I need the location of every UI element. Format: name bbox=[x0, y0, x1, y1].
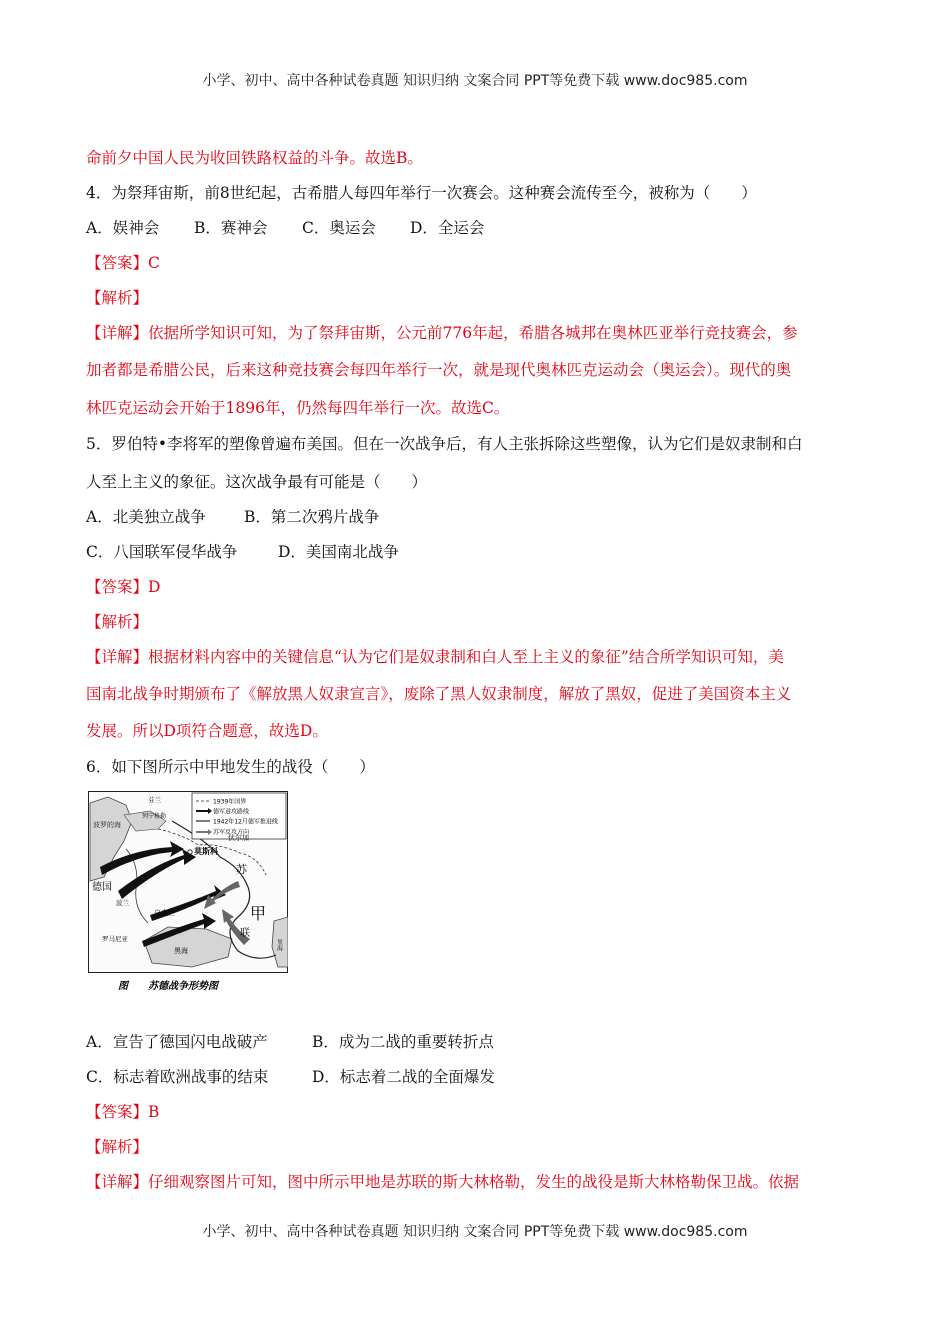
q4-option-b: B．赛神会 bbox=[194, 219, 268, 237]
q6-option-c: C．标志着欧洲战事的结束 bbox=[86, 1068, 269, 1086]
map-label-moscow: 莫斯科 bbox=[194, 847, 218, 856]
q4-options bbox=[86, 216, 868, 238]
map-label-baltic-sea bbox=[93, 820, 121, 829]
q5-options-row-2 bbox=[86, 540, 868, 562]
q6-option-a: A．宣告了德国闪电战破产 bbox=[86, 1033, 268, 1051]
map-label-su: 苏 bbox=[236, 863, 247, 876]
svg-text:波罗的海: 波罗的海 bbox=[93, 821, 121, 829]
q6-option-d: D．标志着二战的全面爆发 bbox=[312, 1068, 495, 1086]
map-label-leningrad: 列宁格勒 bbox=[142, 813, 167, 820]
q4-option-a: A．娱神会 bbox=[86, 219, 160, 237]
q5-options-row-1 bbox=[86, 505, 868, 527]
q6-analysis-heading: 【解析】 bbox=[86, 1138, 149, 1156]
soviet-german-war-map bbox=[88, 791, 288, 998]
map-label-romania: 罗马尼亚 bbox=[102, 935, 128, 943]
q5-option-b: B．第二次鸦片战争 bbox=[244, 508, 380, 526]
map-label-caspian-sea: 里海 bbox=[275, 939, 283, 951]
map-caption: 图 苏德战争形势图 bbox=[118, 981, 218, 992]
map-label-black-sea: 黑海 bbox=[174, 947, 188, 955]
legend-item-4: 苏军反攻方向 bbox=[213, 829, 250, 836]
q4-stem: 4．为祭拜宙斯，前8世纪起，古希腊人每四年举行一次赛会。这种赛会流传至今，被称为（ ） bbox=[86, 184, 757, 202]
carryover-text: 命前夕中国人民为收回铁路权益的斗争。故选B。 bbox=[86, 149, 423, 167]
q5-detail-line-3: 发展。所以D项符合题意，故选D。 bbox=[86, 722, 328, 740]
q6-answer: 【答案】B bbox=[86, 1103, 160, 1121]
q4-option-c: C．奥运会 bbox=[302, 219, 376, 237]
q5-detail-line-2: 国南北战争时期颁布了《解放黑人奴隶宣言》，废除了黑人奴隶制度，解放了黑奴，促进了美国资本主义 bbox=[86, 685, 792, 703]
map-label-jia: 甲 bbox=[250, 904, 267, 923]
q4-option-d: D．全运会 bbox=[410, 219, 485, 237]
q5-option-c: C．八国联军侵华战争 bbox=[86, 543, 238, 561]
q4-detail-line-1: 【详解】依据所学知识可知，为了祭拜宙斯，公元前776年起，希腊各城邦在奥林匹亚举行竞技赛会，参 bbox=[86, 324, 798, 342]
map-label-poland: 波兰 bbox=[116, 899, 129, 907]
map-label-volga: 伏尔加 bbox=[228, 834, 249, 842]
legend-item-1: 1939年国界 bbox=[213, 798, 247, 806]
map-label-germany: 德国 bbox=[92, 882, 112, 893]
q6-detail-line-1: 【详解】仔细观察图片可知，图中所示甲地是苏联的斯大林格勒，发生的战役是斯大林格勒保卫战。依据 bbox=[86, 1173, 800, 1191]
q4-answer: 【答案】C bbox=[86, 254, 160, 272]
q6-option-b: B．成为二战的重要转折点 bbox=[312, 1033, 494, 1051]
q5-option-a: A．北美独立战争 bbox=[86, 508, 206, 526]
q6-options-row-2 bbox=[86, 1065, 868, 1087]
legend-item-2: 德军进攻路线 bbox=[213, 808, 250, 816]
q5-option-d: D．美国南北战争 bbox=[278, 543, 399, 561]
q5-stem-line-1: 5．罗伯特•李将军的塑像曾遍布美国。但在一次战争后，有人主张拆除这些塑像，认为它们是奴隶制和白 bbox=[86, 435, 803, 453]
q6-stem: 6．如下图所示中甲地发生的战役（ ） bbox=[86, 758, 375, 776]
map-label-finland: 芬兰 bbox=[148, 796, 161, 804]
legend-item-3: 1942年12月德军推进线 bbox=[213, 818, 278, 826]
page-header: 小学、初中、高中各种试卷真题 知识归纳 文案合同 PPT等免费下载 www.doc985.com bbox=[202, 73, 748, 89]
q5-analysis-heading: 【解析】 bbox=[86, 613, 149, 631]
q5-answer: 【答案】D bbox=[86, 578, 161, 596]
q5-detail-line-1: 【详解】根据材料内容中的关键信息“认为它们是奴隶制和白人至上主义的象征”结合所学知识可知，美 bbox=[86, 648, 784, 666]
q4-detail-line-2: 加者都是希腊公民，后来这种竞技赛会每四年举行一次，就是现代奥林匹克运动会（奥运会）。现代的奥 bbox=[86, 361, 792, 379]
map-label-ukraine: 乌克兰 bbox=[154, 909, 175, 917]
q4-detail-line-3: 林匹克运动会开始于1896年，仍然每四年举行一次。故选C。 bbox=[86, 399, 510, 417]
q5-stem-line-2: 人至上主义的象征。这次战争最有可能是（ ） bbox=[86, 473, 428, 491]
q6-options-row-1 bbox=[86, 1030, 868, 1052]
page-footer: 小学、初中、高中各种试卷真题 知识归纳 文案合同 PPT等免费下载 www.doc985.com bbox=[202, 1224, 748, 1240]
q4-analysis-heading: 【解析】 bbox=[86, 289, 149, 307]
map-label-lian: 联 bbox=[240, 928, 250, 939]
